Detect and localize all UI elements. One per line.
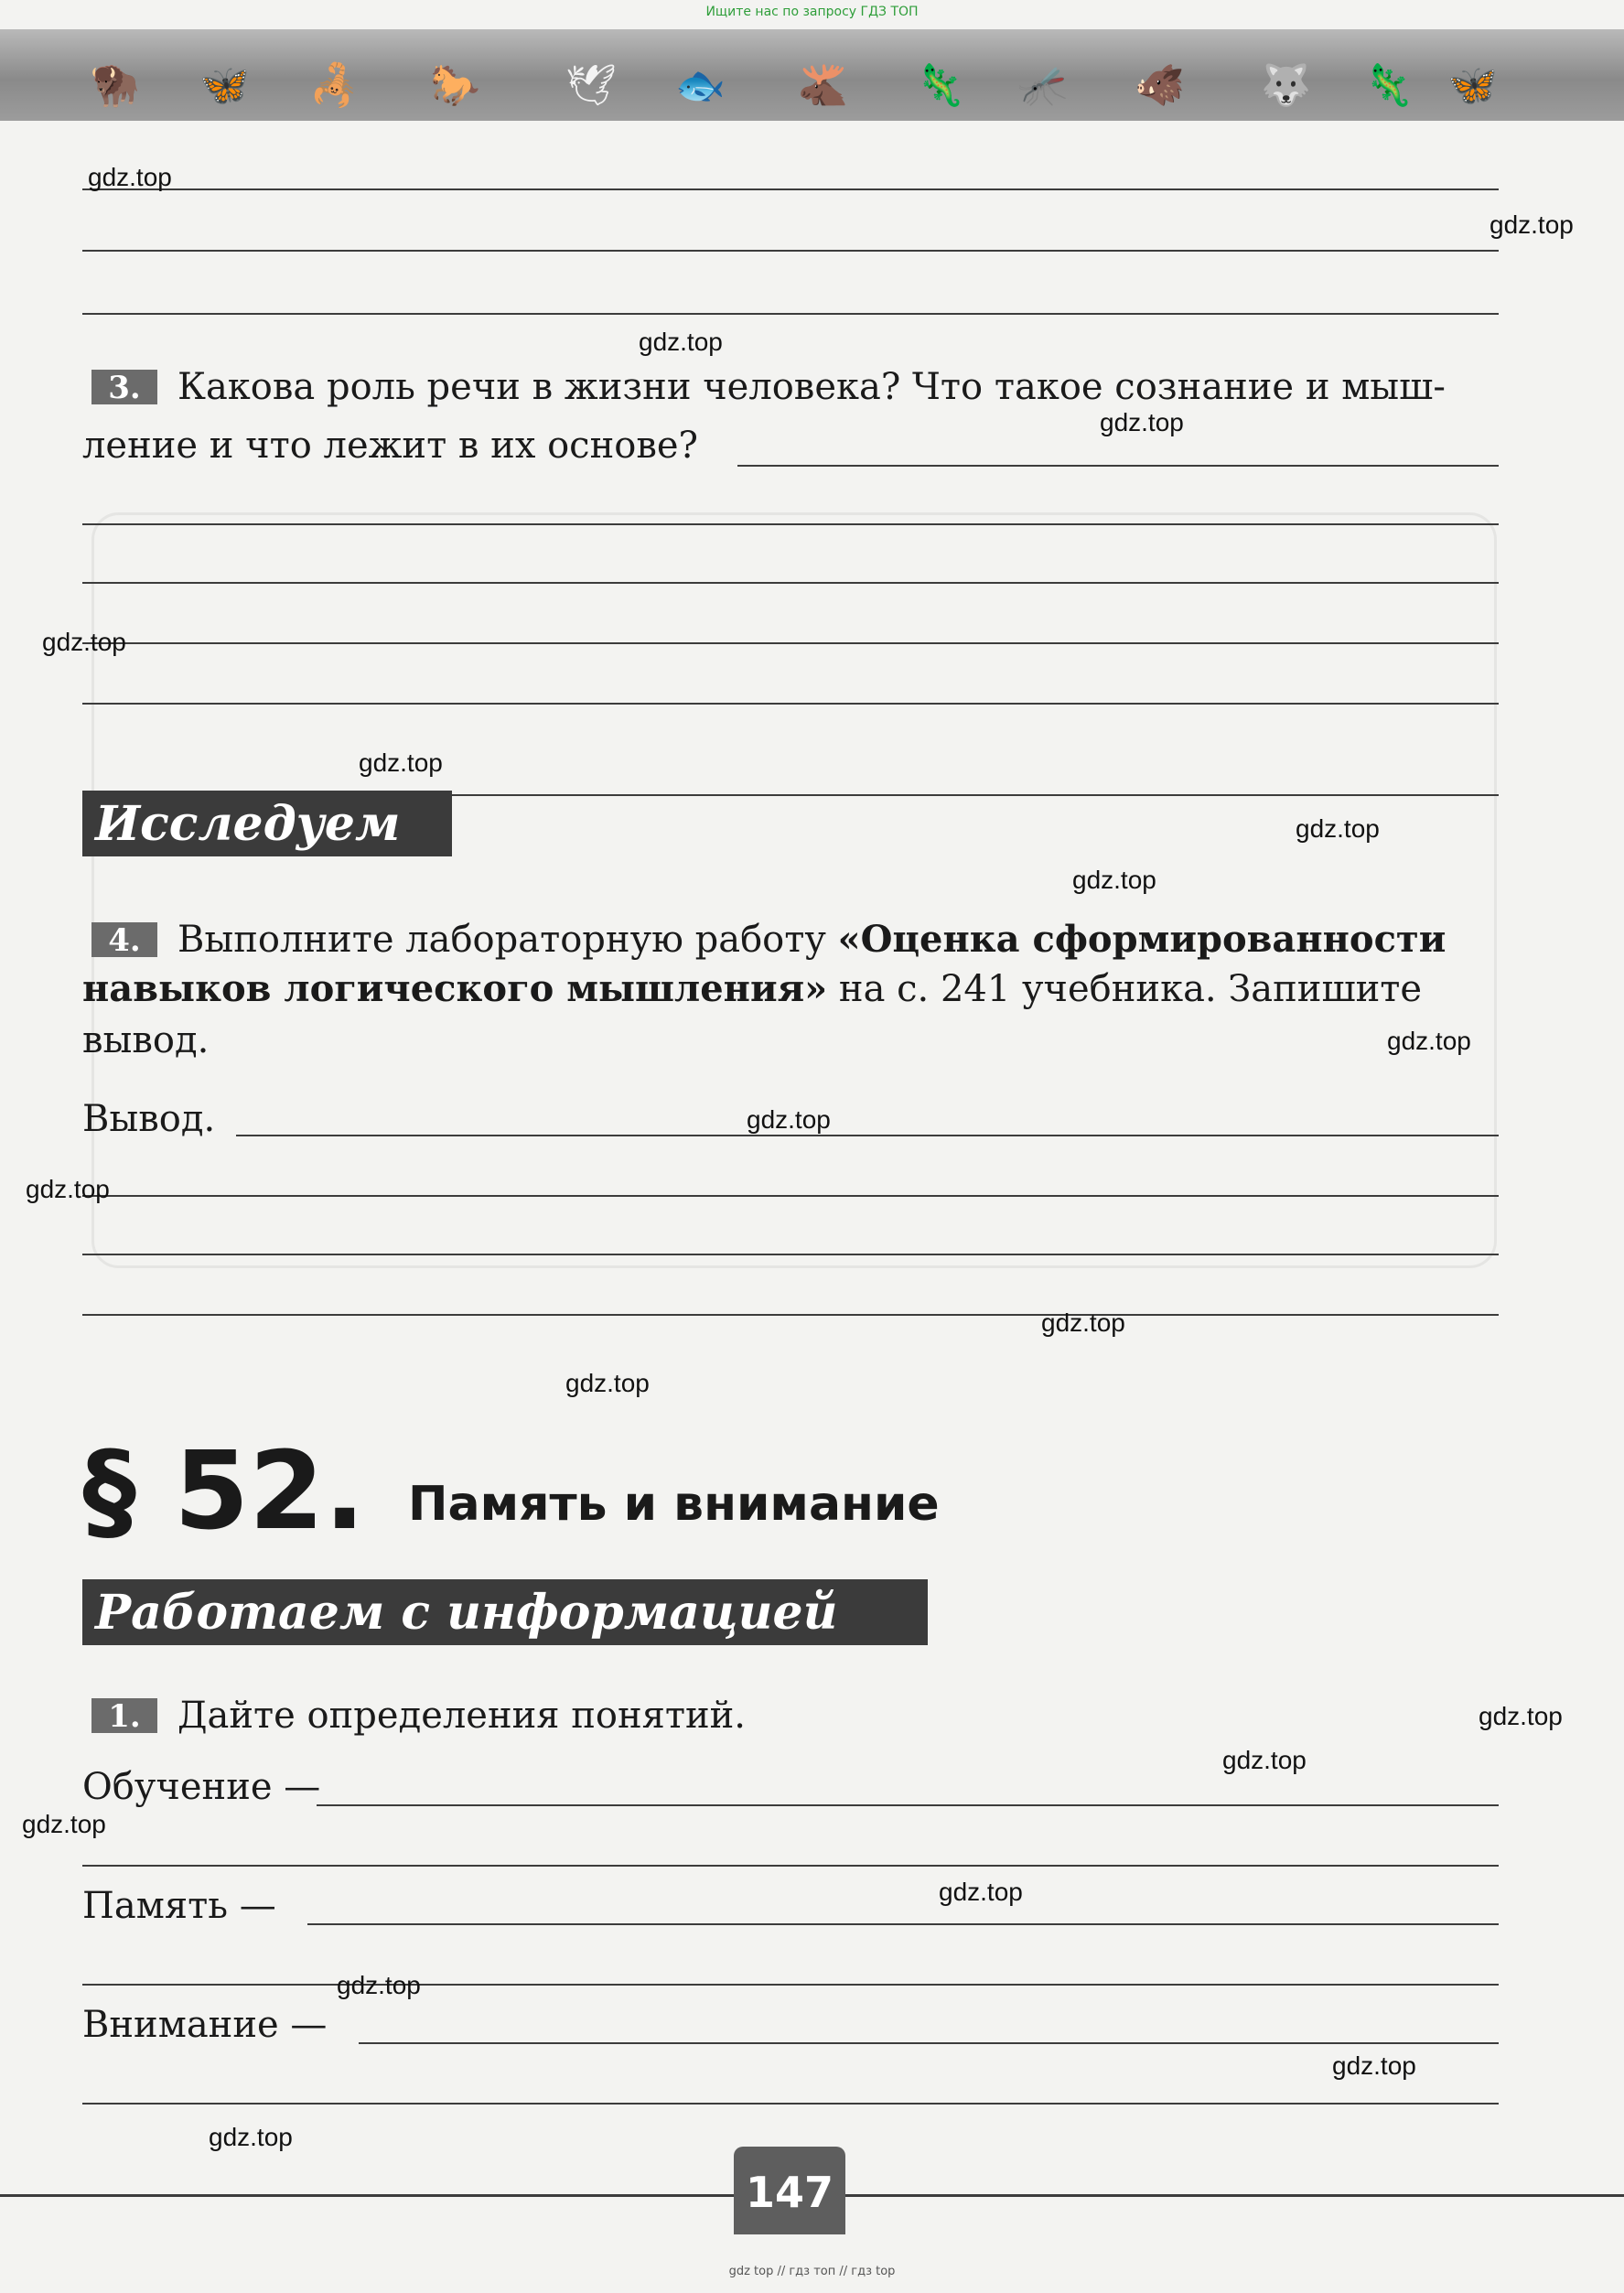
answer-line[interactable] — [82, 582, 1499, 584]
answer-line[interactable] — [737, 465, 1499, 467]
watermark: gdz.top — [1222, 1746, 1307, 1774]
watermark: gdz.top — [42, 628, 126, 656]
bison-icon: 🦬 — [90, 62, 140, 109]
watermark: gdz.top — [1296, 814, 1380, 843]
question-text: вывод. — [82, 1019, 210, 1061]
watermark: gdz.top — [1490, 210, 1574, 239]
question-text: Выполните лабораторную работу «Оценка сформированности — [177, 918, 1447, 961]
watermark: gdz.top — [939, 1878, 1023, 1906]
answer-line[interactable] — [82, 1195, 1499, 1197]
top-search-link[interactable]: Ищите нас по запросу ГДЗ ТОП — [705, 5, 919, 19]
question-text: Дайте определения понятий. — [177, 1695, 747, 1737]
watermark: gdz.top — [1100, 408, 1184, 436]
watermark: gdz.top — [747, 1105, 831, 1134]
question-number: 3. — [91, 370, 157, 404]
wolf-icon: 🐺 — [1261, 62, 1311, 109]
watermark: gdz.top — [22, 1810, 106, 1838]
answer-line[interactable] — [82, 2103, 1499, 2105]
answer-line[interactable] — [317, 1804, 1499, 1806]
watermark: gdz.top — [1479, 1702, 1563, 1730]
answer-line[interactable] — [82, 703, 1499, 705]
horse-icon: 🐎 — [430, 62, 480, 109]
term-label: Обучение — — [82, 1766, 321, 1808]
answer-line[interactable] — [307, 1923, 1499, 1925]
answer-line[interactable] — [82, 642, 1499, 644]
answer-line[interactable] — [82, 313, 1499, 315]
answer-line[interactable] — [82, 188, 1499, 190]
answer-line[interactable] — [359, 2042, 1499, 2044]
section-heading-info: Работаем с информацией — [82, 1579, 928, 1645]
scorpion-icon: 🦂 — [309, 62, 360, 109]
answer-line[interactable] — [403, 794, 1499, 796]
bleed-through-table — [91, 512, 1497, 1268]
question-number: 1. — [91, 1698, 157, 1733]
lizard-icon: 🦎 — [1363, 62, 1414, 109]
boar-icon: 🐗 — [1135, 62, 1185, 109]
insect-icon: 🦟 — [1017, 62, 1068, 109]
question-text: ление и что лежит в их основе? — [82, 425, 698, 467]
answer-line[interactable] — [82, 523, 1499, 525]
watermark: gdz.top — [337, 1971, 421, 1999]
page-number: 147 — [734, 2147, 845, 2234]
moose-icon: 🫎 — [798, 62, 848, 109]
paragraph-number: § 52. — [82, 1427, 366, 1554]
bird-icon: 🕊 — [565, 62, 617, 109]
bottom-link[interactable]: gdz top // гдз топ // гдз top — [728, 2265, 896, 2278]
question-text: навыков логического мышления» на с. 241 учебника. Запишите — [82, 967, 1423, 1010]
answer-line[interactable] — [82, 1314, 1499, 1316]
answer-line[interactable] — [82, 1254, 1499, 1255]
question-number: 4. — [91, 922, 157, 957]
answer-line[interactable] — [82, 1865, 1499, 1867]
butterfly-icon: 🦋 — [1447, 62, 1498, 109]
fish-icon: 🐟 — [675, 62, 726, 109]
question-text: Какова роль речи в жизни человека? Что такое сознание и мыш- — [177, 366, 1446, 408]
watermark: gdz.top — [1041, 1308, 1125, 1337]
watermark: gdz.top — [1332, 2051, 1416, 2080]
watermark: gdz.top — [1387, 1027, 1471, 1055]
watermark: gdz.top — [639, 328, 723, 356]
term-label: Память — — [82, 1885, 276, 1927]
section-heading-research: Исследуем — [82, 791, 452, 856]
watermark: gdz.top — [565, 1369, 650, 1397]
paragraph-title: Память и внимание — [408, 1477, 940, 1532]
watermark: gdz.top — [1072, 866, 1156, 894]
watermark: gdz.top — [88, 163, 172, 191]
conclusion-label: Вывод. — [82, 1098, 216, 1140]
watermark: gdz.top — [26, 1175, 110, 1203]
answer-line[interactable] — [82, 250, 1499, 252]
answer-line[interactable] — [236, 1135, 1499, 1136]
seahorse-icon: 🦎 — [915, 62, 965, 109]
watermark: gdz.top — [209, 2123, 293, 2151]
watermark: gdz.top — [359, 748, 443, 777]
butterfly-icon: 🦋 — [199, 62, 250, 109]
term-label: Внимание — — [82, 2004, 328, 2046]
answer-line[interactable] — [82, 1984, 1499, 1986]
